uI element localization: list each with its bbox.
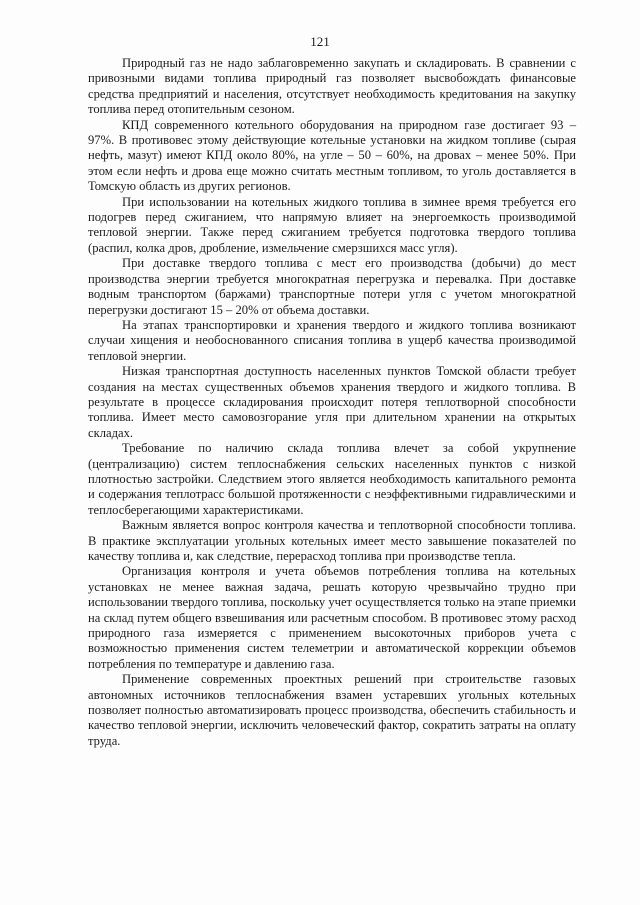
paragraph: Организация контроля и учета объемов потребления топлива на котельных установках не менее важная задача, решать которую чрезвычайно трудно при использовании твердого топлива, поскольку учет осуществляется только на этапе приемки на склад путем общего взвешивания или расчетным способом. В противовес этому расход природного газа измеряется с применением высокоточных приборов учета с возможностью применения систем телеметрии и автоматической коррекции объемов потребления по температуре и давлению газа. (88, 564, 576, 671)
paragraph: КПД современного котельного оборудования на природном газе достигает 93 – 97%. В противовес этому действующие котельные установки на жидком топливе (сырая нефть, мазут) имеют КПД около 80%, на угле – 50 – 60%, на дровах – менее 50%. При этом если нефть и дрова еще можно считать местным топливом, то уголь доставляется в Томскую область из других регионов. (88, 117, 576, 194)
page-number: 121 (310, 34, 330, 49)
paragraph: При доставке твердого топлива с мест его производства (добычи) до мест производства энергии требуется многократная перегрузка и перевалка. При доставке водным транспортом (баржами) транспортные потери угля с учетом многократной перегрузки достигают 15 – 20% от объема доставки. (88, 256, 576, 317)
paragraph: Важным является вопрос контроля качества и теплотворной способности топлива. В практике эксплуатации угольных котельных имеет место завышение показателей по качеству топлива и, как следствие, перерасход топлива при производстве тепла. (88, 518, 576, 563)
paragraph: Природный газ не надо заблаговременно закупать и складировать. В сравнении с привозными видами топлива природный газ позволяет высвобождать финансовые средства предприятий и населения, отсутствует необходимость кредитования на закупку топлива перед отопительным сезоном. (88, 56, 576, 117)
paragraph: На этапах транспортировки и хранения твердого и жидкого топлива возникают случаи хищения и необоснованного списания топлива в ущерб качества производимой тепловой энергии. (88, 317, 576, 363)
paragraph: Применение современных проектных решений при строительстве газовых автономных источников теплоснабжения взамен устаревших угольных котельных позволяет полностью автоматизировать процесс производства, обеспечить стабильность и качество тепловой энергии, исключить человеческий фактор, сократить затраты на оплату труда. (88, 672, 576, 748)
paragraph: При использовании на котельных жидкого топлива в зимнее время требуется его подогрев перед сжиганием, что напрямую влияет на энергоемкость производимой тепловой энергии. Также перед сжиганием требуется подготовка твердого топлива (распил, колка дров, дробление, измельчение смерзшихся масс угля). (88, 194, 576, 255)
paragraph: Требование по наличию склада топлива влечет за собой укрупнение (централизацию) систем теплоснабжения сельских населенных пунктов с низкой плотностью застройки. Следствием этого является необходимость капитального ремонта и содержания теплотрасс большой протяженности с неэффективными гидравлическими и теплосберегающими характеристиками. (88, 441, 576, 517)
body-text (88, 56, 576, 749)
paragraph: Низкая транспортная доступность населенных пунктов Томской области требует создания на местах существенных объемов хранения твердого и жидкого топлива. В результате в процессе складирования происходит потеря теплотворной способности топлива. Имеет место самовозгорание угля при длительном хранении на открытых складах. (88, 364, 576, 440)
